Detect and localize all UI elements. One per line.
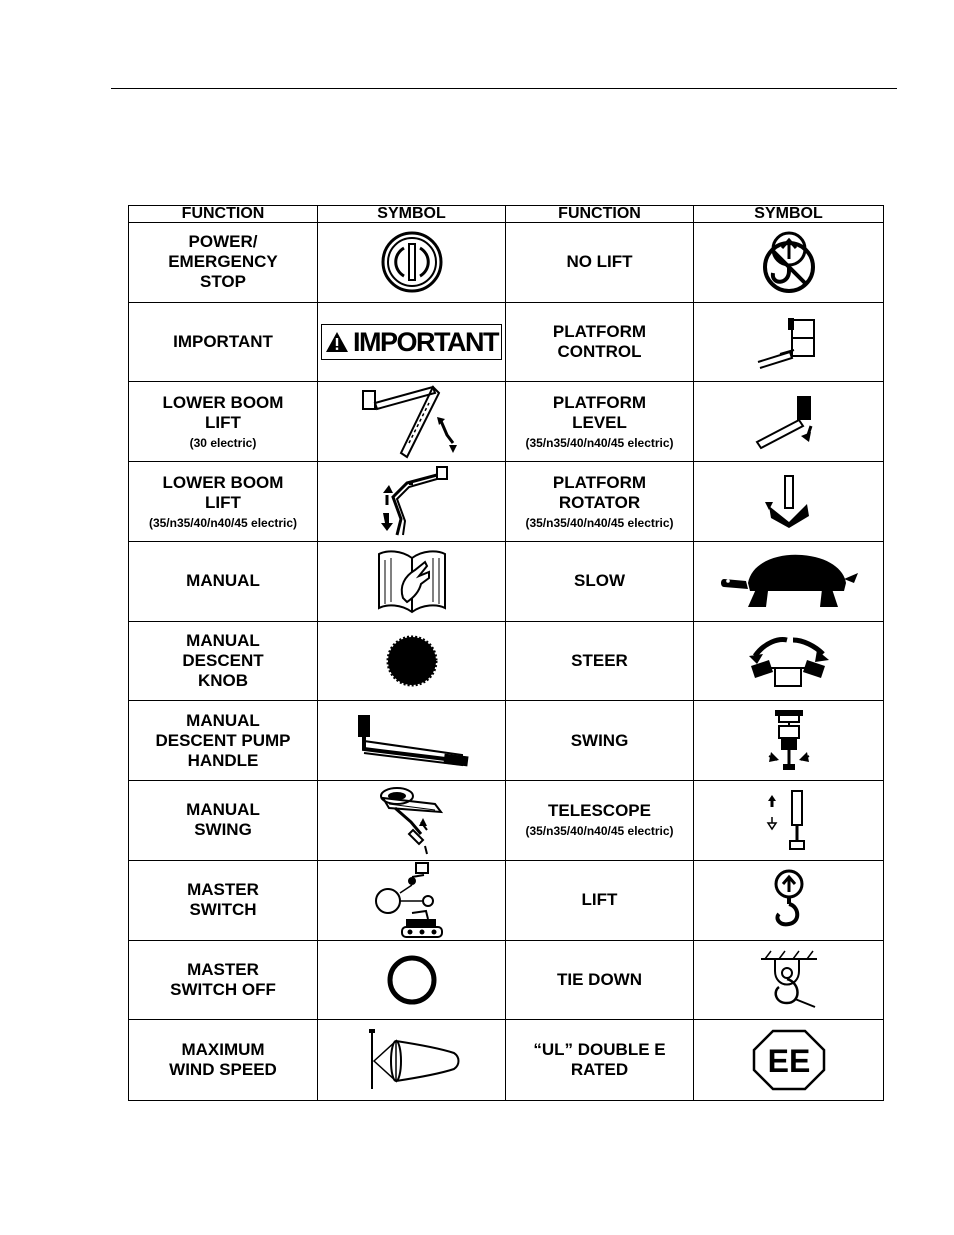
tie-down-icon [755, 949, 823, 1011]
pump-handle-icon [352, 711, 472, 771]
function-cell [129, 1020, 318, 1100]
symbol-cell [694, 462, 883, 542]
function-label: LOWER BOOM LIFT [162, 392, 284, 432]
function-label: LIFT [581, 890, 618, 910]
symbol-cell [694, 861, 883, 941]
function-label: PLATFORM LEVEL [552, 392, 647, 432]
manual-book-icon [375, 546, 449, 616]
steer-icon [745, 632, 833, 690]
function-label: MANUAL [186, 571, 260, 591]
function-cell [506, 941, 694, 1021]
symbol-cell [318, 542, 506, 622]
function-cell [129, 542, 318, 622]
function-label: SWING [570, 730, 629, 750]
function-label: MANUAL DESCENT KNOB [182, 630, 264, 690]
function-label: LOWER BOOM LIFT [162, 472, 284, 512]
function-label: MANUAL SWING [186, 800, 260, 840]
symbol-cell [318, 701, 506, 781]
function-label: MASTER SWITCH OFF [170, 959, 276, 999]
function-label: PLATFORM CONTROL [552, 322, 647, 362]
function-label: MASTER SWITCH [187, 880, 259, 920]
function-cell [506, 781, 694, 861]
symbol-cell [318, 223, 506, 303]
platform-rotator-icon [761, 472, 817, 532]
function-cell [506, 542, 694, 622]
turtle-icon [718, 549, 860, 613]
function-label: IMPORTANT [173, 332, 273, 352]
symbol-cell [694, 382, 883, 462]
symbol-cell [694, 622, 883, 702]
function-note: (35/n35/40/n40/45 electric) [148, 515, 298, 530]
manual-swing-icon [375, 782, 449, 858]
descent-knob-icon [384, 633, 440, 689]
function-cell [506, 861, 694, 941]
telescope-icon [764, 787, 814, 853]
no-lift-icon [761, 227, 817, 297]
windsock-icon [362, 1027, 462, 1093]
symbol-cell [318, 1020, 506, 1100]
symbol-cell [694, 1020, 883, 1100]
master-switch-off-icon [384, 952, 440, 1008]
platform-control-icon [754, 314, 824, 370]
function-label: SLOW [574, 571, 625, 591]
master-switch-icon [372, 861, 452, 939]
symbol-cell [318, 781, 506, 861]
function-label: “UL” DOUBLE E RATED [533, 1040, 666, 1080]
symbol-cell [694, 941, 883, 1021]
function-cell [506, 622, 694, 702]
header-function-right: FUNCTION [506, 206, 694, 223]
swing-icon [765, 708, 813, 774]
function-cell [506, 382, 694, 462]
function-note: (35/n35/40/n40/45 electric) [525, 515, 674, 530]
symbol-table [128, 205, 884, 1101]
function-cell [129, 462, 318, 542]
function-note: (30 electric) [189, 435, 257, 450]
ul-double-e-icon [751, 1028, 827, 1092]
function-note: (35/n35/40/n40/45 electric) [525, 435, 674, 450]
header-rule [111, 88, 897, 89]
symbol-cell [694, 701, 883, 781]
function-label: NO LIFT [566, 252, 633, 272]
symbol-cell [318, 861, 506, 941]
function-note: (35/n35/40/n40/45 electric) [525, 824, 674, 839]
function-cell [129, 622, 318, 702]
function-cell [129, 701, 318, 781]
power-emergency-stop-icon [380, 230, 444, 294]
function-cell [506, 223, 694, 303]
function-cell [506, 1020, 694, 1100]
function-cell [129, 303, 318, 383]
double-e-text: EE [767, 1043, 810, 1080]
function-cell [129, 382, 318, 462]
header-symbol-right: SYMBOL [694, 206, 883, 223]
function-cell [506, 701, 694, 781]
function-label: TIE DOWN [557, 969, 642, 989]
function-label: POWER/ EMERGENCY STOP [168, 232, 278, 292]
symbol-cell [694, 303, 883, 383]
lift-hook-icon [769, 868, 809, 932]
lower-boom-lift-icon [357, 383, 467, 461]
function-cell [129, 223, 318, 303]
symbol-cell [318, 622, 506, 702]
function-label: MAXIMUM WIND SPEED [169, 1040, 277, 1080]
warning-triangle-icon [325, 331, 349, 353]
header-function-left: FUNCTION [129, 206, 318, 223]
important-sign-icon [321, 324, 502, 360]
function-label: PLATFORM ROTATOR [552, 472, 647, 512]
symbol-cell [694, 542, 883, 622]
platform-level-icon [753, 392, 825, 452]
lower-boom-lift-icon [367, 463, 457, 541]
function-cell [506, 303, 694, 383]
symbol-cell [318, 462, 506, 542]
header-symbol-left: SYMBOL [318, 206, 506, 223]
function-cell [129, 781, 318, 861]
symbol-cell [318, 941, 506, 1021]
function-label: MANUAL DESCENT PUMP HANDLE [155, 710, 291, 770]
symbol-cell [318, 303, 506, 383]
function-cell [129, 941, 318, 1021]
symbol-cell [694, 223, 883, 303]
function-cell [129, 861, 318, 941]
function-label: STEER [571, 650, 628, 670]
symbol-cell [318, 382, 506, 462]
symbol-cell [694, 781, 883, 861]
function-cell [506, 462, 694, 542]
important-sign-text: IMPORTANT [353, 327, 498, 358]
function-label: TELESCOPE [548, 801, 651, 821]
